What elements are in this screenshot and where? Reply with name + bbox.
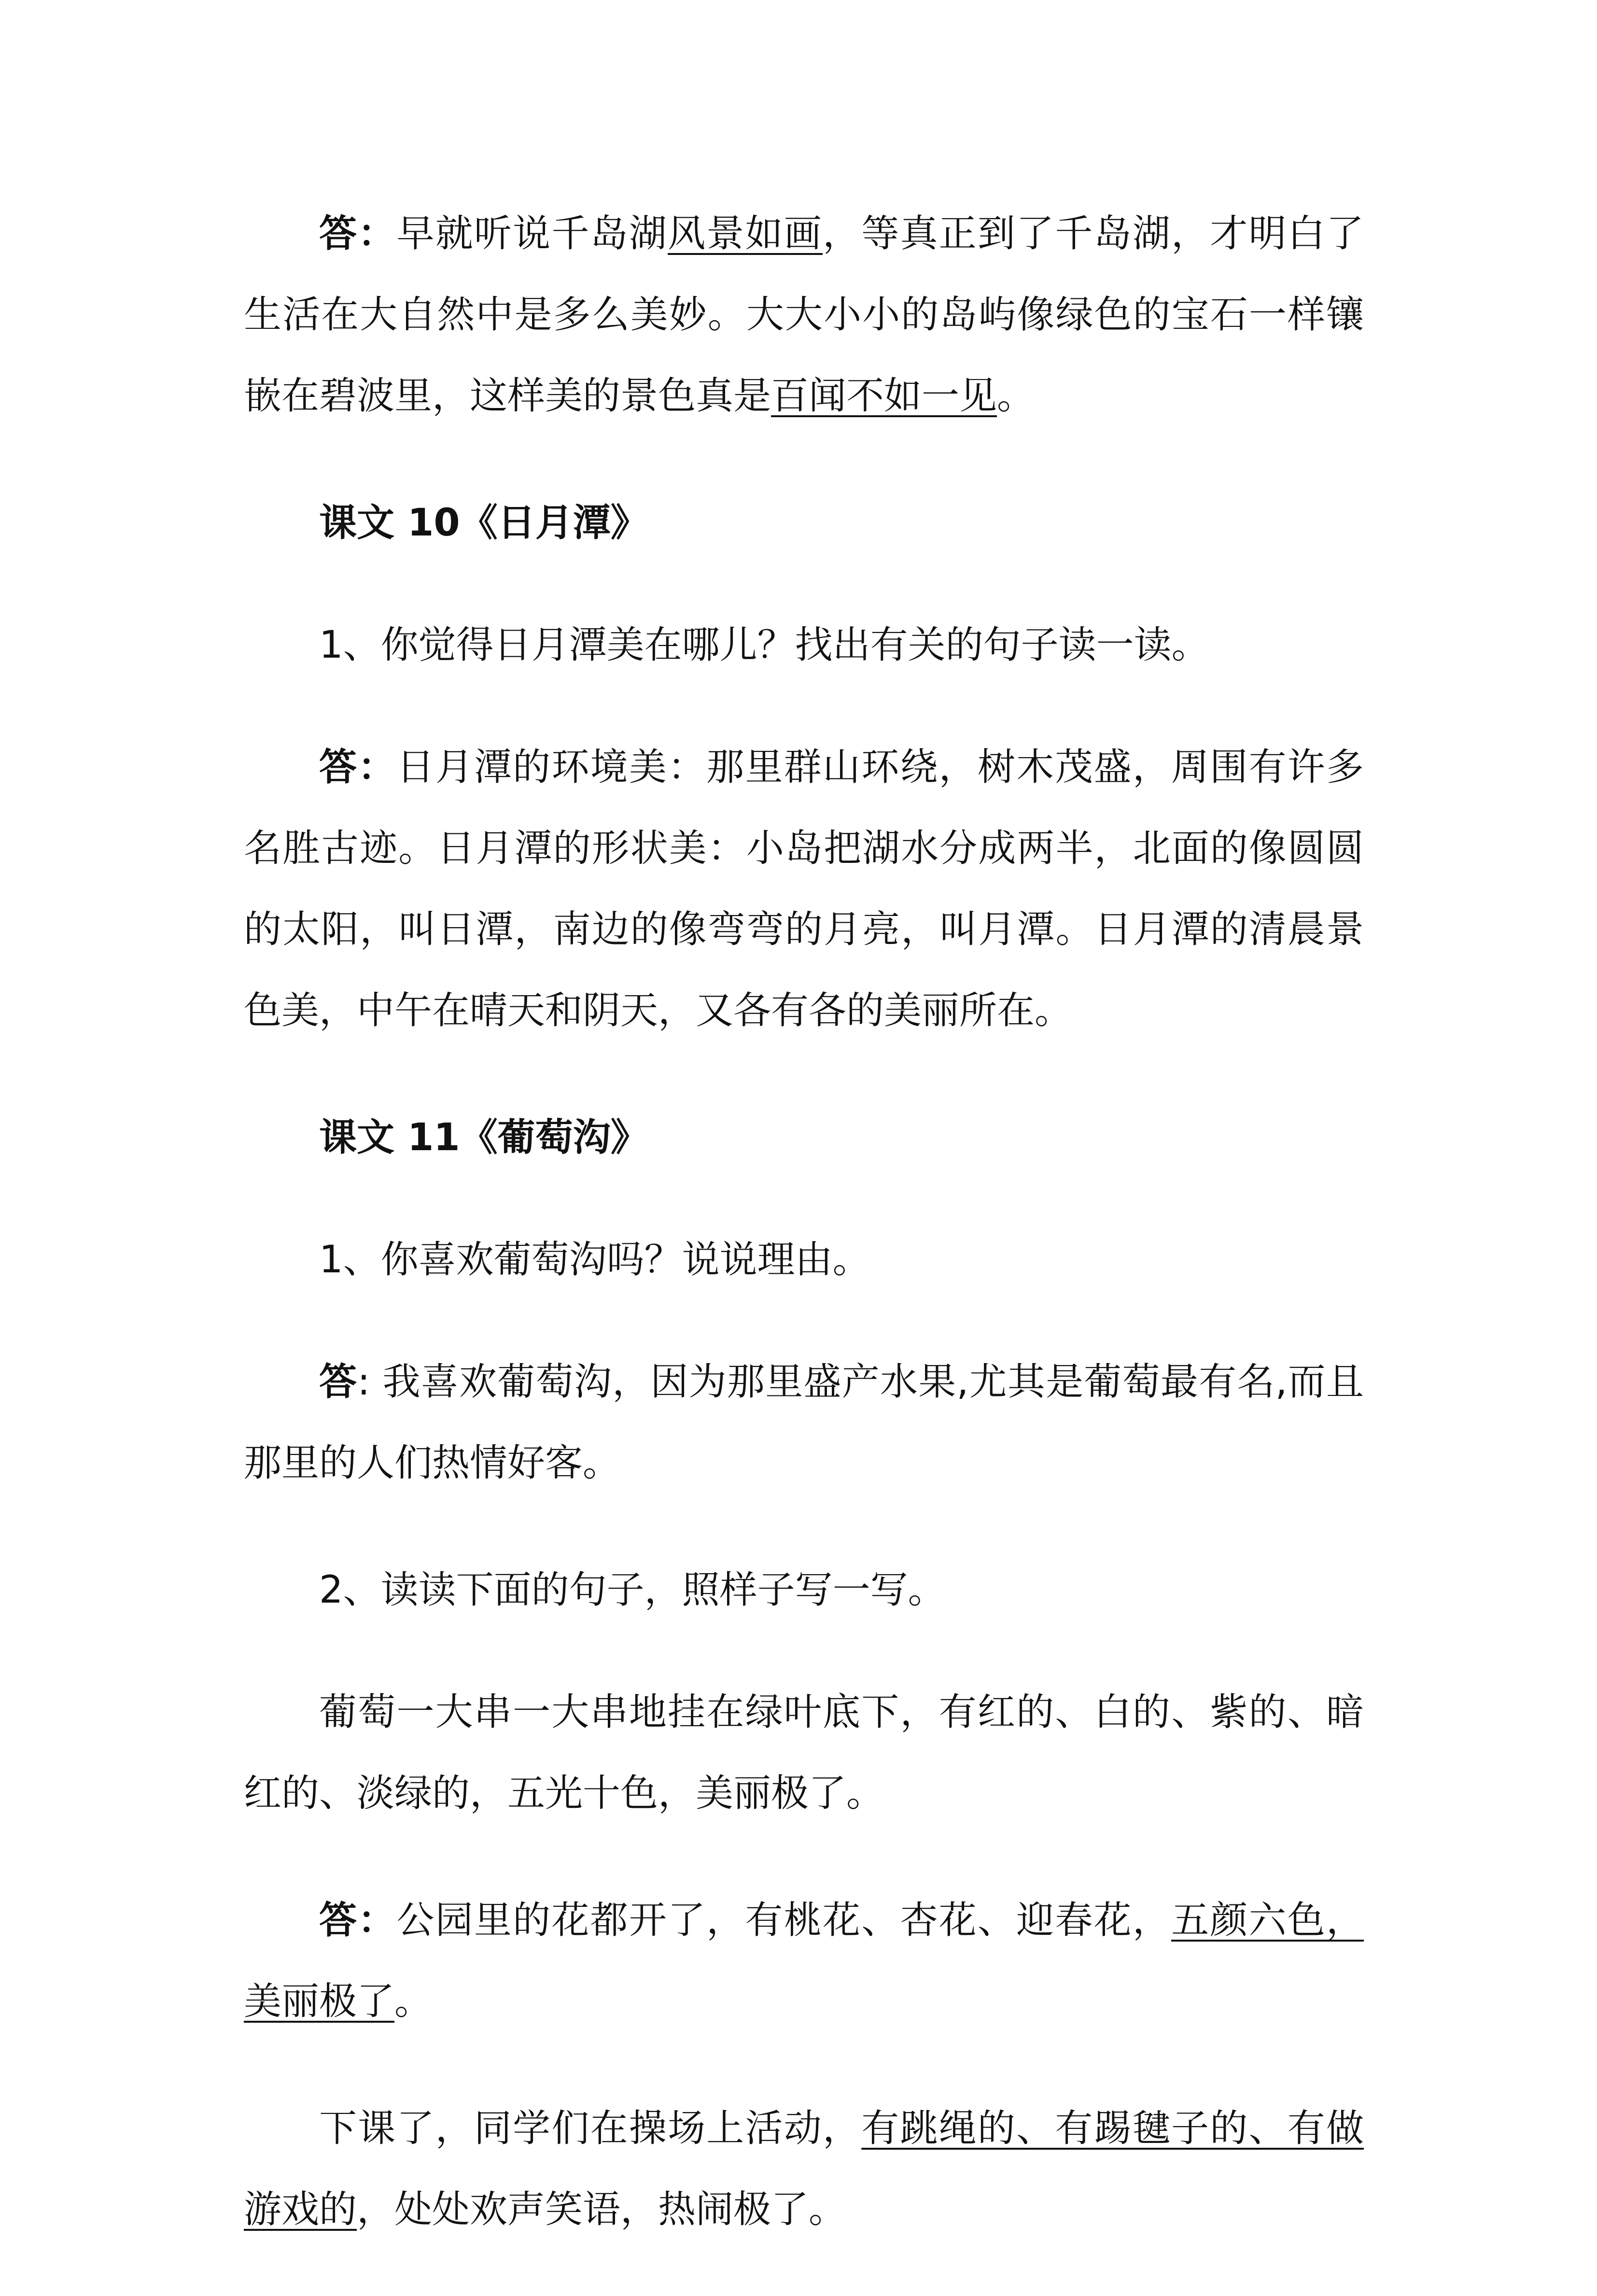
question-text: 1、你觉得日月潭美在哪儿？找出有关的句子读一读。 bbox=[319, 623, 1209, 667]
answer-paragraph bbox=[244, 727, 1364, 1051]
answer-label: 答： bbox=[319, 746, 397, 789]
lesson-heading: 课文 10《日月潭》 bbox=[319, 501, 648, 545]
text-segment: 公园里的花都开了，有桃花、杏花、迎春花， bbox=[396, 1899, 1172, 1942]
text-segment: 下课了，同学们在操场上活动， bbox=[319, 2107, 862, 2150]
underlined-phrase: 百闻不如一见 bbox=[771, 374, 997, 418]
text-segment: 早就听说千岛湖 bbox=[396, 212, 668, 255]
text-segment: 。 bbox=[997, 374, 1035, 418]
text-segment: : 我喜欢葡萄沟，因为那里盛产水果,尤其是葡萄最有名,而且那里的人们热情好客。 bbox=[244, 1360, 1364, 1485]
lesson-heading: 课文 11《葡萄沟》 bbox=[319, 1116, 648, 1159]
answer-label: 答： bbox=[319, 212, 397, 255]
underlined-phrase: 风景如画 bbox=[668, 212, 823, 255]
question-text: 2、读读下面的句子，照样子写一写。 bbox=[319, 1568, 946, 1612]
document-body bbox=[244, 193, 1364, 2296]
example-sentence bbox=[244, 2088, 1364, 2250]
text-segment: 葡萄一大串一大串地挂在绿叶底下，有红的、白的、紫的、暗红的、淡绿的，五光十色，美丽极了。 bbox=[244, 1690, 1364, 1815]
answer-label: 答： bbox=[319, 1899, 397, 1942]
answer-paragraph bbox=[244, 1880, 1364, 2042]
text-segment: ，等真正到了千岛湖，才明白了生活在大自然中是多么美妙。大大小小的岛屿像绿色的宝石一样镶嵌在碧波里，这样美的景色真是 bbox=[244, 212, 1364, 418]
question-text: 1、你喜欢葡萄沟吗？说说理由。 bbox=[319, 1238, 870, 1282]
answer-paragraph bbox=[244, 193, 1364, 437]
text-segment: ，处处欢声笑语，热闹极了。 bbox=[357, 2188, 847, 2231]
answer-paragraph bbox=[244, 1341, 1364, 1504]
text-segment: 。 bbox=[394, 1980, 433, 2023]
example-sentence bbox=[244, 1672, 1364, 1834]
answer-label: 答 bbox=[319, 1360, 358, 1404]
text-segment: 日月潭的环境美：那里群山环绕，树木茂盛，周围有许多名胜古迹。日月潭的形状美：小岛把湖水分成两半，北面的像圆圆的太阳，叫日潭，南边的像弯弯的月亮，叫月潭。日月潭的清晨景色美，中午在晴天和阴天，又各有各的美丽所在。 bbox=[244, 746, 1364, 1032]
underlined-phrase: 五颜六色，美丽极了 bbox=[244, 1899, 1364, 2023]
underlined-phrase: 有跳绳的、有踢毽子的、有做游戏的 bbox=[244, 2107, 1364, 2231]
